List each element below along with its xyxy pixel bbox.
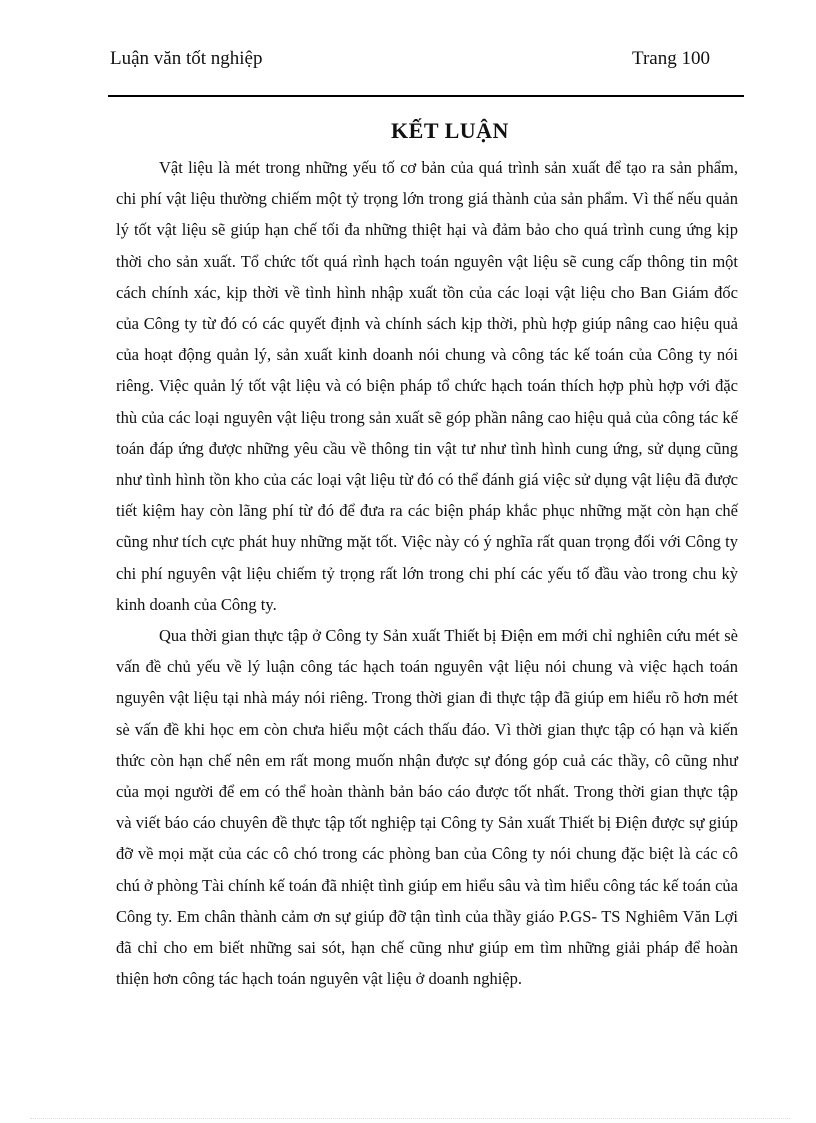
footer-divider: [30, 1118, 790, 1119]
page-number: Trang 100: [632, 48, 710, 69]
document-title: Luận văn tốt nghiệp: [110, 48, 263, 69]
page-header: [110, 48, 710, 74]
paragraph: Vật liệu là mét trong những yếu tố cơ bản của quá trình sản xuất để tạo ra sản phẩm, chi phí vật liệu thường chiếm một tỷ trọng lớn trong giá thành của sản phẩm. Vì thế nếu quản lý tốt vật liệu sẽ giúp hạn chế tối đa những thiệt hại và đảm bảo cho quá trình cung ứng kịp thời cho sản xuất. Tổ chức tốt quá rình hạch toán nguyên vật liệu sẽ cung cấp thông tin một cách chính xác, kịp thời về tình hình nhập xuất tồn của các loại vật liệu cho Ban Giám đốc của Công ty từ đó có các quyết định và chính sách kịp thời, phù hợp giúp nâng cao hiệu quả của hoạt động quản lý, sản xuất kinh doanh nói chung và công tác kế toán của Công ty nói riêng. Việc quản lý tốt vật liệu và có biện pháp tổ chức hạch toán thích hợp phù hợp với đặc thù của các loại nguyên vật liệu trong sản xuất sẽ góp phần nâng cao hiệu quả của công tác kế toán đáp ứng được những yêu cầu về thông tin vật tư như tình hình cung ứng, sử dụng cũng như tình hình tồn kho của các loại vật liệu từ đó có thể đánh giá việc sử dụng vật liệu đã được tiết kiệm hay còn lãng phí từ đó để đưa ra các biện pháp khắc phục những mặt còn hạn chế cũng như tích cực phát huy những mặt tốt. Việc này có ý nghĩa rất quan trọng đối với Công ty chi phí nguyên vật liệu chiếm tỷ trọng rất lớn trong chi phí các yếu tố đầu vào trong chu kỳ kinh doanh của Công ty.: [116, 158, 738, 614]
section-body: [116, 152, 738, 994]
header-divider: [108, 95, 744, 97]
section-title: KẾT LUẬN: [391, 118, 509, 143]
paragraph: Qua thời gian thực tập ở Công ty Sản xuất Thiết bị Điện em mới chỉ nghiên cứu mét sè vấn đề chủ yếu về lý luận công tác hạch toán nguyên vật liệu nói chung và việc hạch toán nguyên vật liệu tại nhà máy nói riêng. Trong thời gian đi thực tập đã giúp em hiểu rõ hơn mét sè vấn đề khi học em còn chưa hiểu một cách thấu đáo. Vì thời gian thực tập có hạn và kiến thức còn hạn chế nên em rất mong muốn nhận được sự đóng góp cuả các thầy, cô cũng như của mọi người để em có thể hoàn thành bản báo cáo được tốt nhất. Trong thời gian thực tập và viết báo cáo chuyên đề thực tập tốt nghiệp tại Công ty Sản xuất Thiết bị Điện được sự giúp đỡ về mọi mặt của các cô chó trong các phòng ban của Công ty nói chung đặc biệt là các cô chú ở phòng Tài chính kế toán đã nhiệt tình giúp em hiểu sâu và tìm hiểu công tác kế toán của Công ty. Em chân thành cảm ơn sự giúp đỡ tận tình của thầy giáo P.GS- TS Nghiêm Văn Lợi đã chỉ cho em biết những sai sót, hạn chế cũng như giúp em tìm những giải pháp để hoàn thiện hơn công tác hạch toán nguyên vật liệu ở doanh nghiệp.: [116, 626, 738, 989]
